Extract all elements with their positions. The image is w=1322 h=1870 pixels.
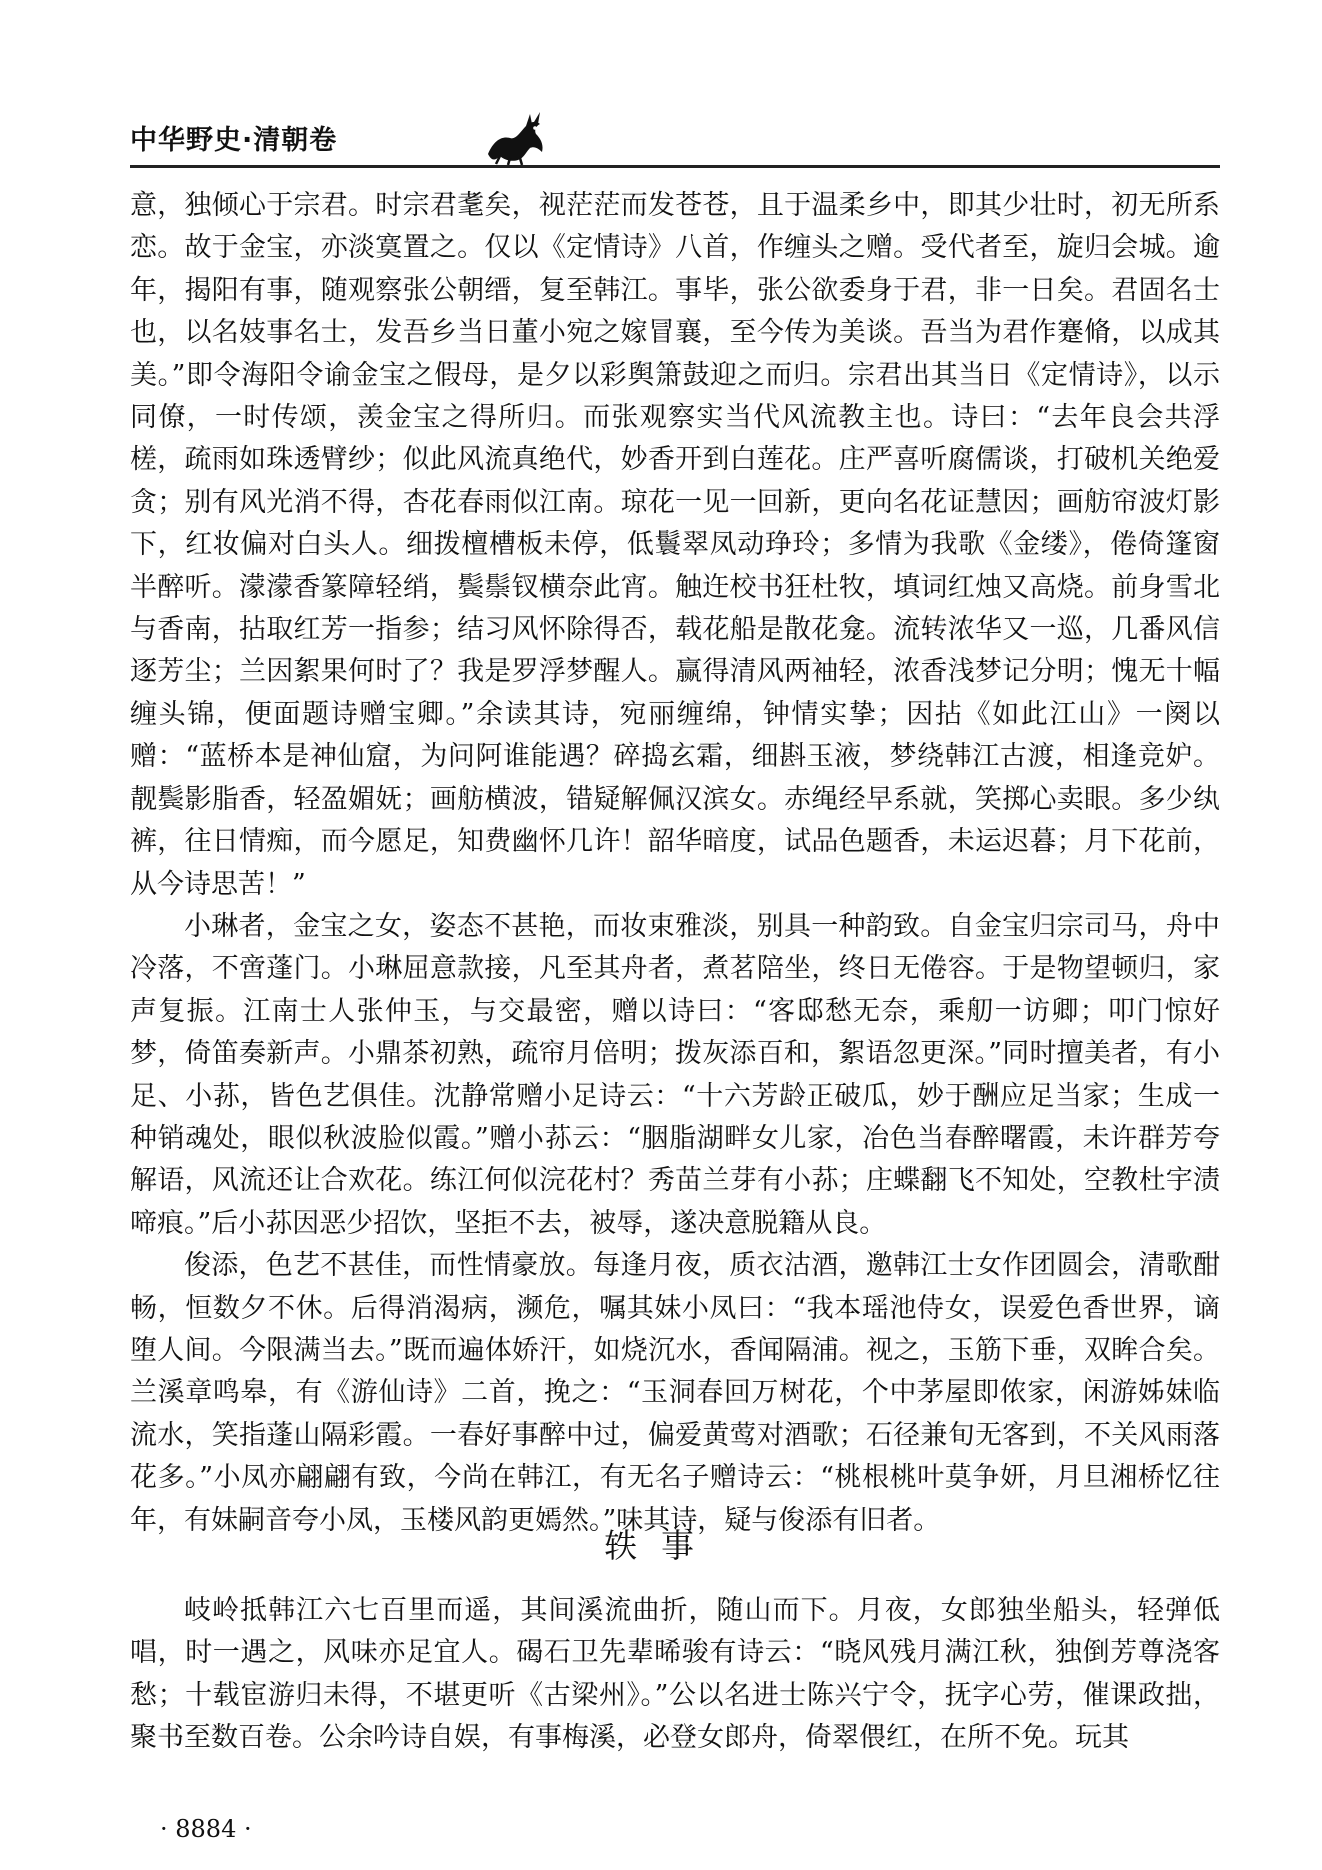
page-number: · 8884 · [160, 1815, 252, 1843]
main-text [130, 185, 1220, 1542]
section-title: 轶事 [604, 1526, 718, 1565]
section-text [130, 1590, 1220, 1760]
book-title: 中华野史·清朝卷 [130, 125, 338, 156]
header-rule [130, 165, 1220, 168]
section-paragraph-1: 岐岭抵韩江六七百里而遥，其间溪流曲折，随山而下。月夜，女郎独坐船头，轻弹低唱，时一遇之，风味亦足宜人。碣石卫先辈晞骏有诗云：“晓风残月满江秋，独倒芳尊浇客愁；十载宦游归未得，不堪更听《古梁州》。”公以名进士陈兴宁令，抚字心劳，催课政拙，聚书至数百卷。公余吟诗自娱，有事梅溪，必登女郎舟，倚翠偎红，在所不免。玩其 [130, 1595, 1220, 1754]
paragraph-2: 小琳者，金宝之女，姿态不甚艳，而妆束雅淡，别具一种韵致。自金宝归宗司马，舟中冷落，不啻蓬门。小琳屈意款接，凡至其舟者，煮茗陪坐，终日无倦容。于是物望顿归，家声复振。江南士人张仲玉，与交最密，赠以诗曰：“客邸愁无奈，乘舠一访卿；叩门惊好梦，倚笛奏新声。小鼎茶初熟，疏帘月倍明；拨灰添百和，絮语忽更深。”同时擅美者，有小足、小荪，皆色艺俱佳。沈静常赠小足诗云：“十六芳龄正破瓜，妙于酬应足当家；生成一种销魂处，眼似秋波脸似霞。”赠小荪云：“胭脂湖畔女儿家，冶色当春醉曙霞，未许群芳夸解语，风流还让合欢花。练江何似浣花村？秀苗兰芽有小荪；庄蝶翻飞不知处，空教杜宇渍啼痕。”后小荪因恶少招饮，坚拒不去，被辱，遂决意脱籍从良。 [130, 910, 1220, 1239]
page-header [130, 110, 1220, 170]
paragraph-1: 意，独倾心于宗君。时宗君耄矣，视茫茫而发苍苍，且于温柔乡中，即其少壮时，初无所系恋。故于金宝，亦淡寞置之。仅以《定情诗》八首，作缠头之赠。受代者至，旋归会城。逾年，揭阳有事，随观察张公朝缙，复至韩江。事毕，张公欲委身于君，非一日矣。君固名士也，以名妓事名士，发吾乡当日董小宛之嫁冒襄，至今传为美谈。吾当为君作蹇脩，以成其美。”即令海阳令谕金宝之假母，是夕以彩舆箫鼓迎之而归。宗君出其当日《定情诗》，以示同僚，一时传颂，羡金宝之得所归。而张观察实当代风流教主也。诗曰：“去年良会共浮槎，疏雨如珠透臂纱；似此风流真绝代，妙香开到白莲花。庄严喜听腐儒谈，打破机关绝爱贪；别有风光消不得，杏花春雨似江南。琼花一见一回新，更向名花证慧因；画舫帘波灯影下，红妆偏对白头人。细拨檀槽板未停，低鬟翠凤动琤玲；多情为我歌《金缕》，倦倚篷窗半醉听。濛濛香篆障轻绡，鬓鬃钗横奈此宵。触迕校书狂杜牧，填词红烛又高烧。前身雪北与香南，拈取红芳一指参；结习风怀除得否，载花船是散花龛。流转浓华又一巡，几番风信逐芳尘；兰因絮果何时了？我是罗浮梦醒人。赢得清风两袖轻，浓香浅梦记分明；愧无十幅缠头锦，便面题诗赠宝卿。”余读其诗，宛丽缠绵，钟情实挚；因拈《如此江山》一阕以赠：“蓝桥本是神仙窟，为问阿谁能遇？碎捣玄霜，细斟玉液，梦绕韩江古渡，相逢竞妒。靓鬓影脂香，轻盈媚妩；画舫横波，错疑解佩汉滨女。赤绳经早系就，笑掷心卖眼。多少纨裤，往日情痴，而今愿足，知费幽怀几许！韶华暗度，试品色题香，未运迟暮；月下花前，从今诗思苦！” [130, 190, 1220, 900]
paragraph-3: 俊添，色艺不甚佳，而性情豪放。每逢月夜，质衣沽酒，邀韩江士女作团圆会，清歌酣畅，恒数夕不休。后得消渴病，濒危，嘱其妹小凤曰：“我本瑶池侍女，误爱色香世界，谪堕人间。今限满当去。”既而遍体娇汗，如烧沉水，香闻隔浦。视之，玉筋下垂，双眸合矣。兰溪章鸣皋，有《游仙诗》二首，挽之：“玉洞春回万树花，个中茅屋即侬家，闲游姊妹临流水，笑指蓬山隔彩霞。一春好事醉中过，偏爱黄莺对酒歌；石径兼旬无客到，不关风雨落花多。”小凤亦翩翩有致，今尚在韩江，有无名子赠诗云：“桃根桃叶莫争妍，月旦湘桥忆往年，有妹嗣音夸小凤，玉楼风韵更嫣然。”味其诗，疑与俊添有旧者。 [130, 1250, 1220, 1536]
dragon-logo-icon [480, 110, 550, 166]
